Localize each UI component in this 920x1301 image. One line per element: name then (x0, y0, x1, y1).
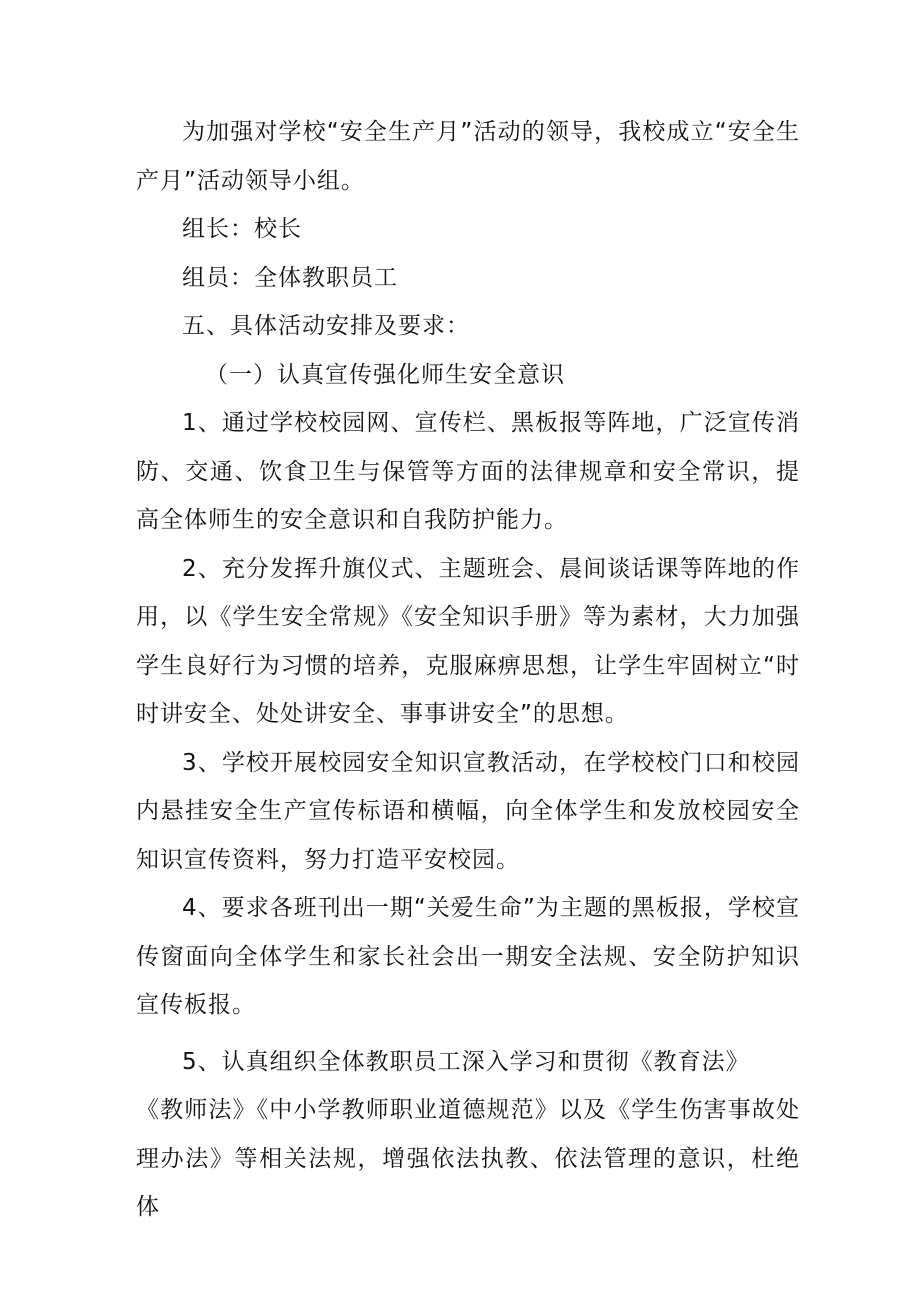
paragraph-item-5-line-1: 5、认真组织全体教职员工深入学习和贯彻《教育法》 (182, 1048, 750, 1075)
document-body (136, 108, 800, 1232)
subsection-heading-one: （一）认真宣传强化师生安全意识 (205, 361, 565, 388)
paragraph-item-1: 1、通过学校校园网、宣传栏、黑板报等阵地，广泛宣传消防、交通、饮食卫生与保管等方面的法律规章和安全常识，提高全体师生的安全意识和自我防护能力。 (136, 410, 800, 533)
paragraph-group-leader: 组长：校长 (182, 216, 302, 242)
paragraph-item-2: 2、充分发挥升旗仪式、主题班会、晨间谈话课等阵地的作用，以《学生安全常规》《安全知识手册》等为素材，大力加强学生良好行为习惯的培养，克服麻痹思想，让学生牢固树立“时时讲安全、处处讲安全、事事讲安全”的思想。 (136, 555, 800, 727)
paragraph-item-5-continuation: 《教师法》《中小学教师职业道德规范》以及《学生伤害事故处理办法》等相关法规，增强依法执教、依法管理的意识，杜绝体 (136, 1097, 800, 1220)
section-heading-five: 五、具体活动安排及要求： (182, 313, 470, 339)
paragraph-group-members: 组员：全体教职员工 (182, 264, 398, 291)
paragraph-leadership-group: 为加强对学校“安全生产月”活动的领导，我校成立“安全生产月”活动领导小组。 (136, 119, 800, 194)
paragraph-item-4: 4、要求各班刊出一期“关爱生命”为主题的黑板报，学校宣传窗面向全体学生和家长社会出一期安全法规、安全防护知识宣传板报。 (136, 895, 800, 1018)
paragraph-item-3: 3、学校开展校园安全知识宣教活动，在学校校门口和校园内悬挂安全生产宣传标语和横幅，向全体学生和发放校园安全知识宣传资料，努力打造平安校园。 (136, 749, 800, 873)
